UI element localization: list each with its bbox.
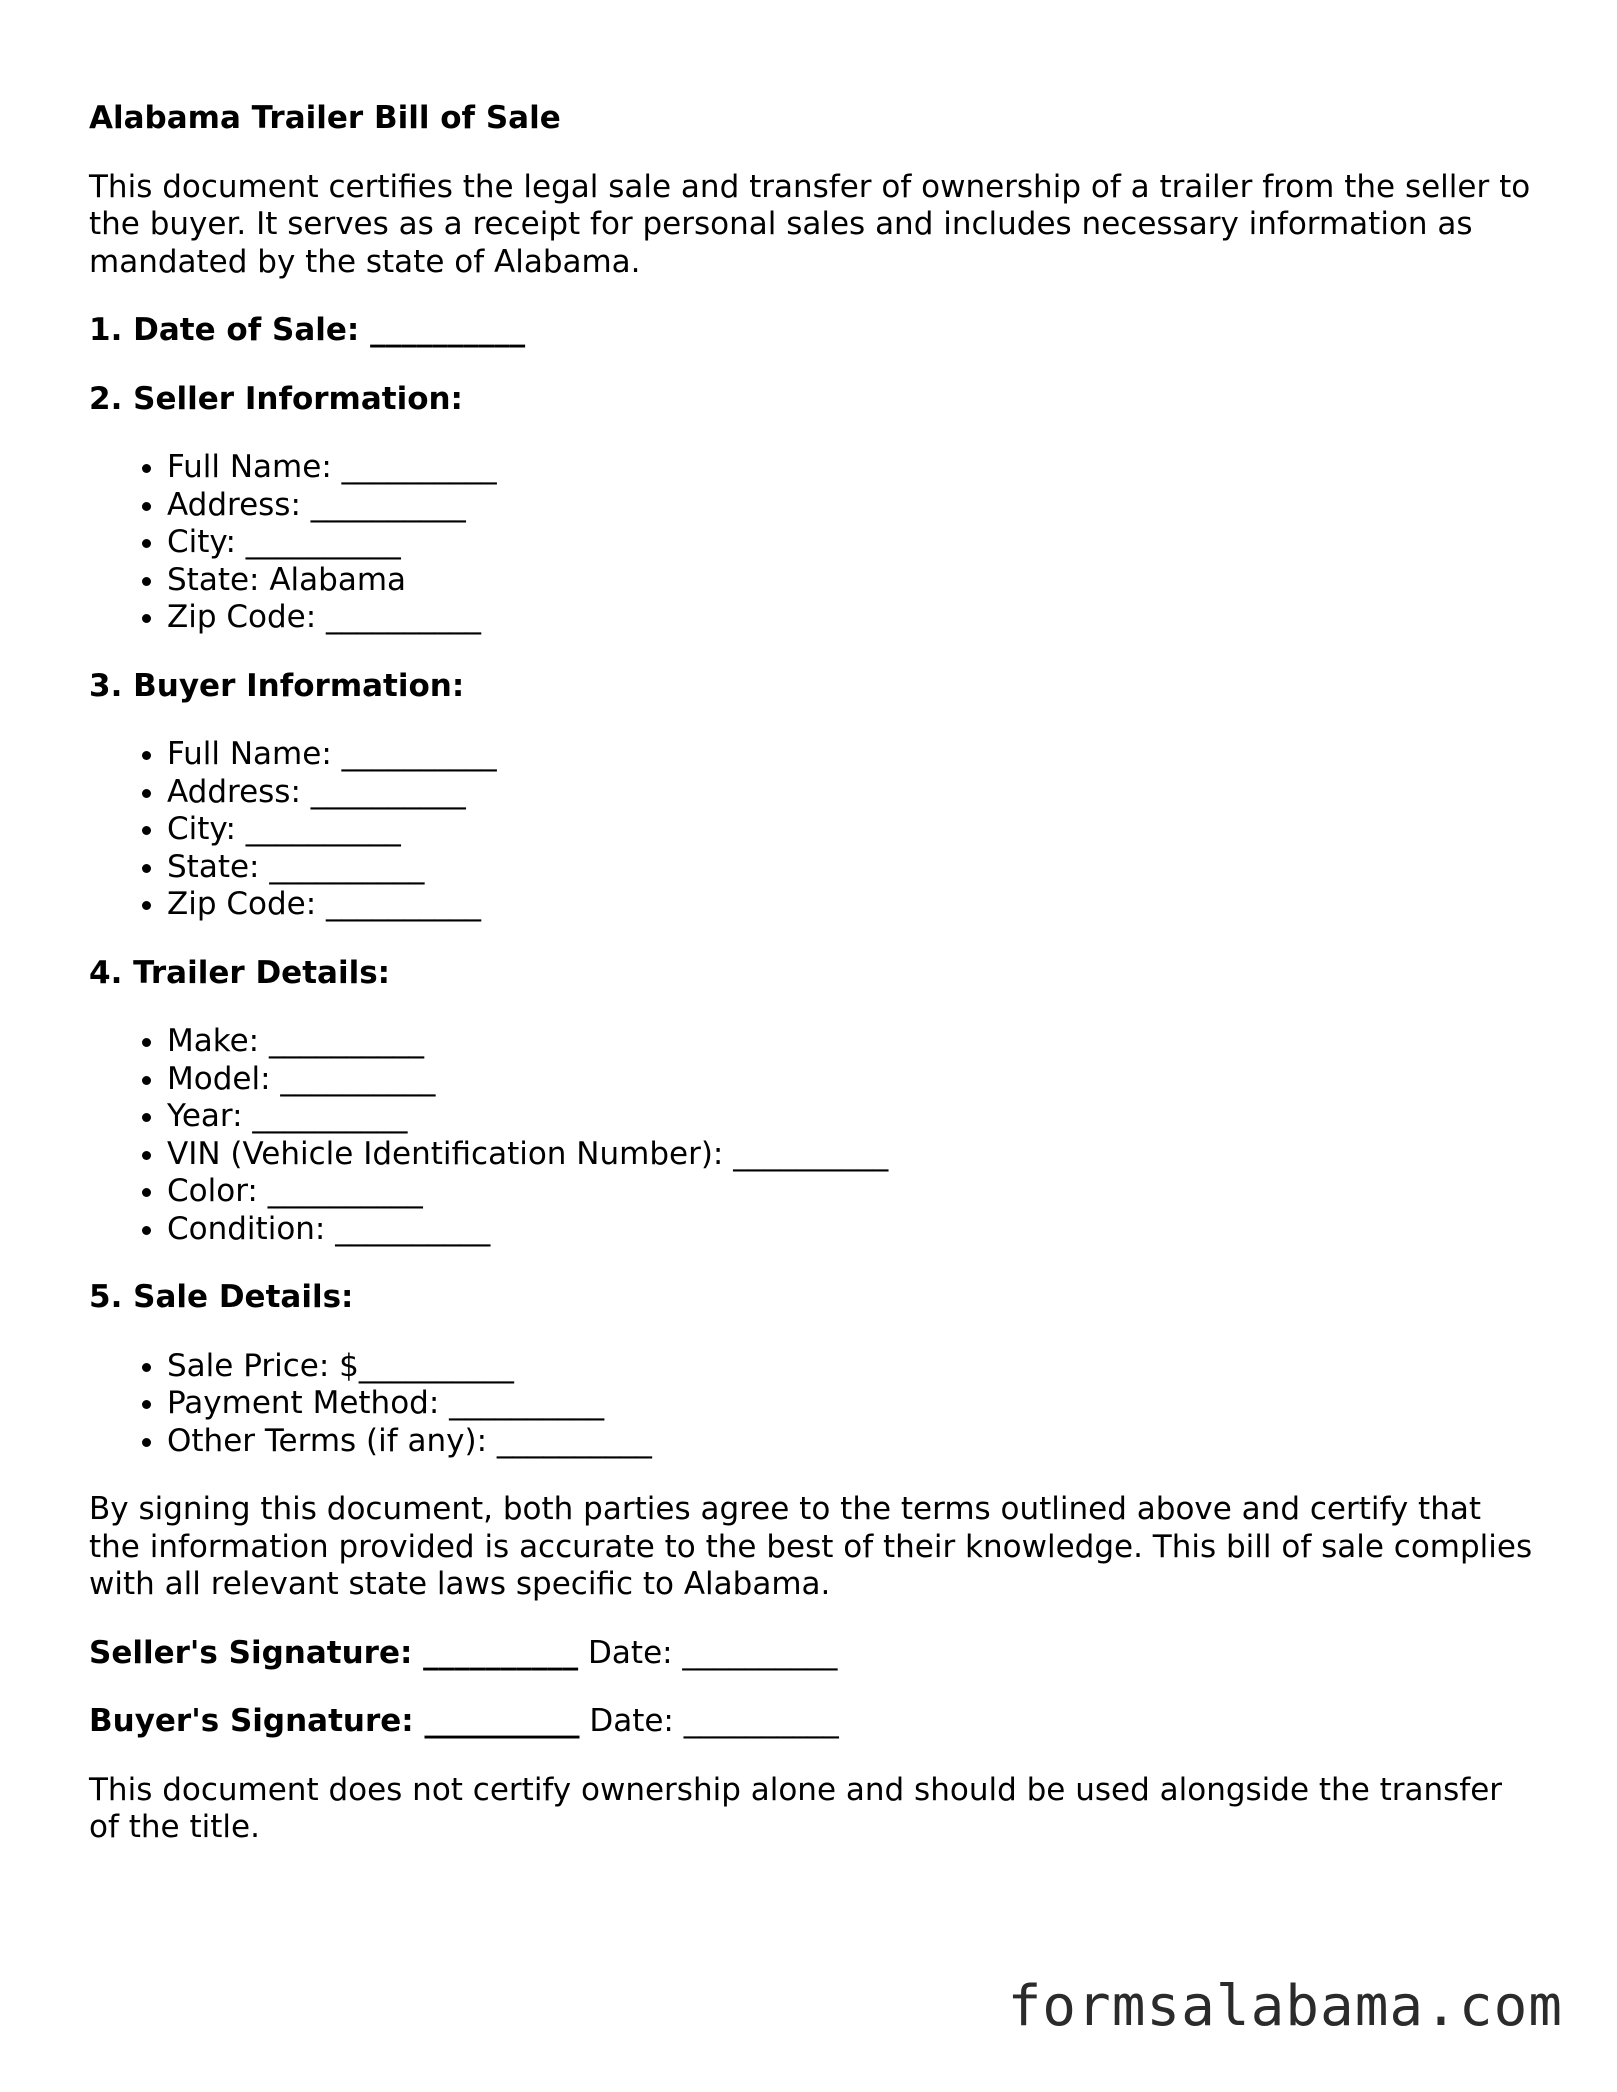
- list-item: • State: __________: [167, 849, 1539, 887]
- buyer-signature-label: Buyer's Signature: __________: [89, 1703, 580, 1739]
- intro-paragraph: This document certifies the legal sale and transfer of ownership of a trailer from the seller to the buyer. It serves as a receipt for personal sales and includes necessary information as mandated by the state of Alabama.: [89, 168, 1531, 280]
- seller-list: [89, 449, 1539, 637]
- seller-heading: 2. Seller Information:: [89, 380, 463, 417]
- list-item: • Condition: __________: [167, 1211, 1539, 1249]
- list-item: • Full Name: __________: [167, 449, 1539, 487]
- seller-signature-line: [89, 1635, 1539, 1673]
- seller-signature-date: Date: __________: [578, 1634, 838, 1671]
- trailer-heading: 4. Trailer Details:: [89, 954, 391, 991]
- list-item: • Sale Price: $__________: [167, 1348, 1539, 1386]
- list-item: • Color: __________: [167, 1173, 1539, 1211]
- list-item: • Payment Method: __________: [167, 1385, 1539, 1423]
- watermark-text: formsalabama.com: [1007, 1974, 1563, 2039]
- list-item: • State: Alabama: [167, 562, 1539, 600]
- buyer-signature-date: Date: __________: [579, 1703, 839, 1739]
- list-item: • City: __________: [167, 811, 1539, 849]
- list-item: • Zip Code: __________: [167, 599, 1539, 637]
- sale-list: [89, 1348, 1539, 1461]
- list-item: • Address: __________: [167, 487, 1539, 525]
- footer-note: This document does not certify ownership alone and should be used alongside the transfer of the title.: [89, 1771, 1503, 1845]
- buyer-list: [89, 736, 1539, 924]
- document-title: Alabama Trailer Bill of Sale: [89, 100, 561, 136]
- list-item: • Other Terms (if any): __________: [167, 1423, 1539, 1461]
- buyer-heading: 3. Buyer Information:: [89, 667, 465, 704]
- buyer-signature-line: [89, 1703, 1539, 1741]
- trailer-list: [89, 1023, 1539, 1248]
- document-content: [89, 100, 1539, 1878]
- list-item: • Zip Code: __________: [167, 886, 1539, 924]
- list-item: • VIN (Vehicle Identification Number): __________: [167, 1136, 1539, 1174]
- seller-signature-label: Seller's Signature: __________: [89, 1634, 579, 1671]
- sale-heading: 5. Sale Details:: [89, 1279, 354, 1315]
- date-of-sale-line: 1. Date of Sale: __________: [89, 312, 526, 348]
- list-item: • Year: __________: [167, 1098, 1539, 1136]
- list-item: • Address: __________: [167, 774, 1539, 812]
- list-item: • Model: __________: [167, 1061, 1539, 1099]
- agreement-paragraph: By signing this document, both parties agree to the terms outlined above and certify that the information provided is accurate to the best of their knowledge. This bill of sale complies with all relevant state laws specific to Alabama.: [89, 1491, 1533, 1602]
- list-item: • City: __________: [167, 524, 1539, 562]
- list-item: • Full Name: __________: [167, 736, 1539, 774]
- list-item: • Make: __________: [167, 1023, 1539, 1061]
